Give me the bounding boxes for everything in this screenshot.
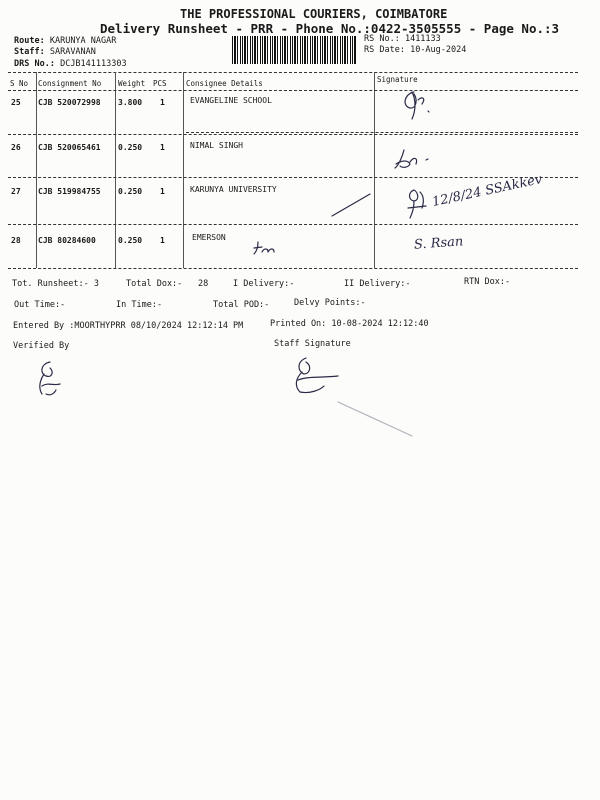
out-time: Out Time:- [14, 300, 66, 310]
stray-pen-mark [336, 400, 416, 440]
row-27-signature [404, 186, 434, 220]
row-26-bottom-rule [8, 177, 578, 178]
rs-date-label: RS Date: [364, 45, 405, 55]
total-dox-label: Total Dox:- [126, 279, 183, 289]
in-time: In Time:- [116, 300, 163, 310]
row-25-sno: 25 [11, 98, 21, 107]
barcode [232, 36, 356, 64]
row-27-consignee: KARUNYA UNIVERSITY [190, 185, 277, 194]
staff-field [14, 47, 96, 57]
table-top-rule [8, 72, 578, 73]
total-dox-value: 28 [198, 279, 209, 289]
row-27-pcs: 1 [160, 187, 165, 196]
printed-on: Printed On: 10-08-2024 12:12:40 [270, 319, 429, 329]
row-25-bottom-rule [8, 134, 578, 135]
verified-by-signature [32, 360, 66, 398]
route-label: Route: [14, 36, 45, 46]
col-divider-4 [374, 72, 375, 268]
col-divider-1 [36, 72, 37, 268]
route-value: KARUNYA NAGAR [49, 36, 117, 46]
total-pod: Total POD:- [213, 300, 270, 310]
rs-no-field [364, 34, 441, 44]
row-27-bottom-rule [8, 224, 578, 225]
route-field [14, 36, 116, 46]
staff-label: Staff: [14, 47, 45, 57]
row-26-sno: 26 [11, 143, 21, 152]
delvy-points: Delvy Points:- [294, 298, 366, 308]
row-25-consignee: EVANGELINE SCHOOL [190, 96, 272, 105]
row-28-sno: 28 [11, 236, 21, 245]
row-27-consignment: CJB 519984755 [38, 187, 101, 196]
company-title: THE PROFESSIONAL COURIERS, COIMBATORE [180, 7, 448, 21]
row-25-rule [186, 132, 578, 133]
row-25-weight: 3.800 [118, 98, 143, 107]
col-header-consignee: Consignee Details [186, 79, 263, 88]
row-25-consignment: CJB 520072998 [38, 98, 101, 107]
col-divider-2 [115, 72, 116, 268]
runsheet-subtitle: Delivery Runsheet - PRR - Phone No.:0422-3505555 - Page No.:3 [100, 21, 560, 36]
drs-value: DCJB141113303 [60, 59, 127, 69]
row-26-weight: 0.250 [118, 143, 143, 152]
header-rule [8, 90, 578, 91]
entered-by: Entered By :MOORTHYPRR 08/10/2024 12:12:14 PM [13, 321, 244, 331]
col-divider-3 [183, 72, 184, 268]
verified-by-label: Verified By [13, 341, 70, 351]
staff-value: SARAVANAN [49, 47, 96, 57]
row-27-sno: 27 [11, 187, 21, 196]
ii-delivery: II Delivery:- [344, 279, 411, 289]
row-25-pcs: 1 [160, 98, 165, 107]
drs-field [14, 59, 127, 69]
rs-no-value: 1411133 [404, 34, 441, 44]
row-28-initials [252, 240, 278, 258]
row-26-signature [392, 146, 436, 172]
rs-date-field [364, 45, 466, 55]
col-header-consignment: Consignment No [38, 79, 102, 88]
row-28-pcs: 1 [160, 236, 165, 245]
row-27-weight: 0.250 [118, 187, 143, 196]
row-26-pcs: 1 [160, 143, 165, 152]
rtn-dox: RTN Dox:- [464, 277, 511, 287]
col-header-signature: Signature [377, 75, 418, 84]
i-delivery: I Delivery:- [233, 279, 295, 289]
row-28-consignment: CJB 80284600 [38, 236, 96, 245]
row-25-signature [398, 86, 438, 122]
staff-signature [290, 356, 360, 396]
row-28-handwritten-note: S. Rsan [413, 234, 464, 253]
col-header-pcs: PCS [153, 79, 167, 88]
tot-runsheet: Tot. Runsheet:- 3 [12, 279, 99, 289]
row-28-consignee: EMERSON [192, 233, 226, 242]
row-27-handwritten-note: 12/8/24 SSAkkev [430, 172, 544, 210]
row-28-weight: 0.250 [118, 236, 143, 245]
row-26-consignee: NIMAL SINGH [190, 141, 243, 150]
staff-signature-label: Staff Signature [274, 339, 351, 349]
rs-no-label: RS No.: [364, 34, 400, 44]
col-header-weight: Weight [118, 79, 146, 88]
drs-label: DRS No.: [14, 59, 55, 69]
rs-date-value: 10-Aug-2024 [410, 45, 467, 55]
col-header-sno: S No [10, 79, 29, 88]
row-26-consignment: CJB 520065461 [38, 143, 101, 152]
row-27-stamp-slash [330, 190, 374, 218]
table-bottom-rule [8, 268, 578, 269]
